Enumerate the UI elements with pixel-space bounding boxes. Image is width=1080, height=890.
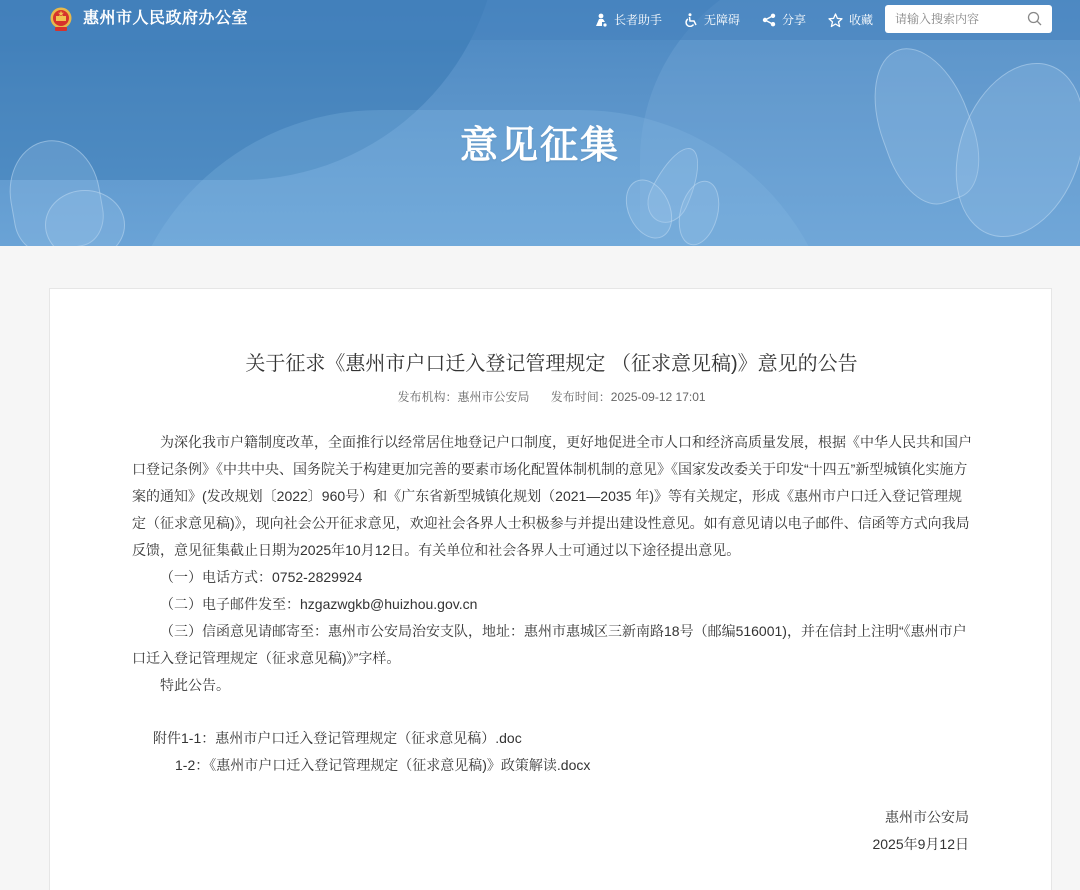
favorite-label: 收藏	[849, 13, 874, 27]
elder-assist-button[interactable]	[594, 10, 662, 30]
accessibility-icon	[684, 13, 698, 27]
attachment-link[interactable]: 1-2：《惠州市户口迁入登记管理规定（征求意见稿)》政策解读.docx	[175, 757, 591, 773]
search-input[interactable]	[885, 12, 1020, 26]
site-header	[0, 0, 1080, 40]
favorite-button[interactable]	[828, 10, 873, 30]
article-body	[132, 429, 972, 699]
article-paragraph-email: （二）电子邮件发至：hzgazwgkb@huizhou.gov.cn	[160, 596, 478, 612]
attachment-link[interactable]: 附件1-1：惠州市户口迁入登记管理规定（征求意见稿）.doc	[153, 730, 522, 746]
article-title: 关于征求《惠州市户口迁入登记管理规定 （征求意见稿)》意见的公告	[245, 353, 858, 375]
article-meta	[50, 388, 1053, 406]
share-label: 分享	[782, 13, 807, 27]
share-button[interactable]	[762, 10, 806, 30]
national-emblem-icon[interactable]	[49, 7, 73, 33]
accessibility-button[interactable]	[684, 10, 740, 30]
article-publish-time: 发布时间：2025-09-12 17:01	[550, 390, 706, 404]
share-icon	[762, 13, 776, 27]
article-paragraph-phone: （一）电话方式：0752-2829924	[160, 569, 363, 585]
search-box	[885, 5, 1052, 33]
signature-org: 惠州市公安局	[885, 809, 969, 825]
article-card	[49, 288, 1052, 890]
article-paragraph-closing: 特此公告。	[160, 677, 230, 693]
attachments-list	[153, 725, 590, 779]
banner-title: 意见征集	[459, 125, 620, 167]
elder-assist-label: 长者助手	[614, 13, 663, 27]
search-icon[interactable]	[1027, 11, 1042, 26]
accessibility-label: 无障碍	[704, 13, 741, 27]
elder-assist-icon	[594, 13, 608, 27]
article-paragraph-mail: （三）信函意见请邮寄至：惠州市公安局治安支队，地址：惠州市惠城区三新南路18号（邮编516001)，并在信封上注明“《惠州市户口迁入登记管理规定（征求意见稿)》”字样。	[132, 623, 967, 666]
signature-date: 2025年9月12日	[872, 836, 969, 852]
star-icon	[828, 13, 843, 28]
top-banner	[0, 0, 1080, 246]
article-publisher: 发布机构：惠州市公安局	[397, 390, 530, 404]
site-title[interactable]: 惠州市人民政府办公室	[83, 10, 249, 27]
signature-block	[872, 804, 969, 858]
header-tools	[594, 10, 895, 30]
flower-petal-decor	[45, 190, 125, 246]
article-paragraph-intro: 为深化我市户籍制度改革，全面推行以经常居住地登记户口制度，更好地促进全市人口和经济高质量发展，根据《中华人民共和国户口登记条例》《中共中央、国务院关于构建更加完善的要素市场化配置体制机制的意见》《国家发改委关于印发“十四五”新型城镇化实施方案的通知》(发改规划〔2022〕960号）和《广东省新型城镇化规划（2021—2035 年)》等有关规定，形成《惠州市户口迁入登记管理规定（征求意见稿)》，现向社会公开征求意见，欢迎社会各界人士积极参与并提出建设性意见。如有意见请以电子邮件、信函等方式向我局反馈，意见征集截止日期为2025年10月12日。有关单位和社会各界人士可通过以下途径提出意见。	[132, 434, 972, 558]
